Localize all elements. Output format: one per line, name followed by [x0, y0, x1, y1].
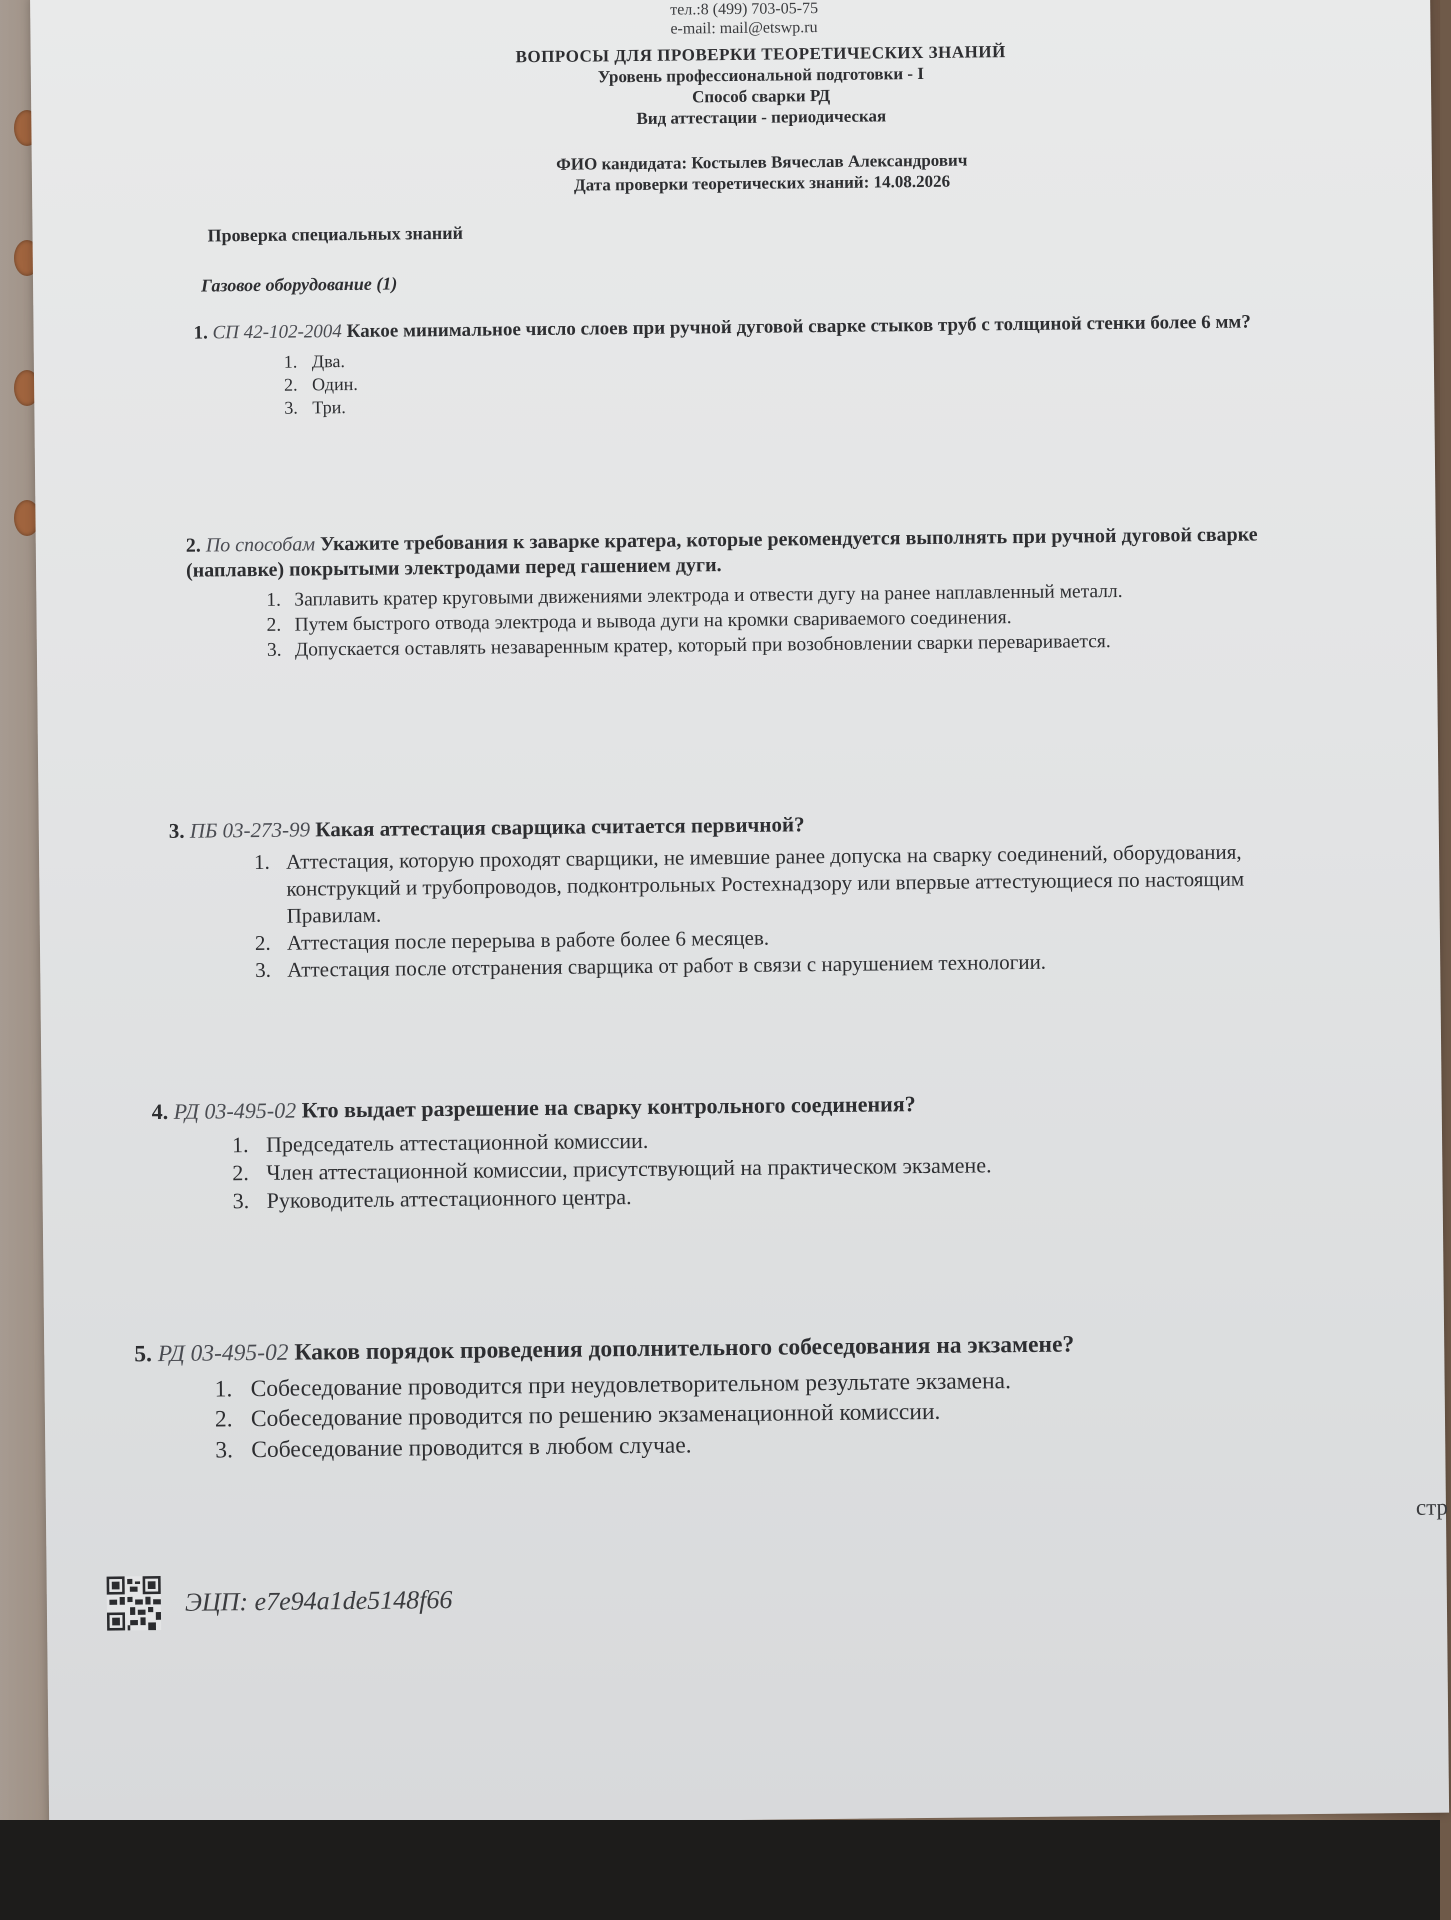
question-reference: РД 03-495-02	[157, 1339, 289, 1368]
answer-number: 1.	[253, 850, 270, 875]
candidate-block	[432, 148, 1092, 197]
answer-number: 1.	[231, 1131, 249, 1157]
question-number: 5.	[134, 1341, 153, 1368]
question-body: Какая аттестация сварщика считается первичной?	[315, 812, 805, 842]
question-3	[169, 806, 1331, 985]
answer-text: Руководитель аттестационного центра.	[266, 1183, 632, 1213]
answer-number: 3.	[284, 397, 298, 418]
question-reference: СП 42-102-2004	[212, 321, 342, 344]
subsection-title: Газовое оборудование (1)	[200, 273, 398, 296]
question-text	[152, 1086, 1332, 1126]
question-body: Какое минимальное число слоев при ручной дуговой сварке стыков труб с толщиной стенки более 6 мм?	[346, 311, 1251, 343]
answer-text: Заплавить кратер круговыми движениями электрода и отвести дугу на ранее наплавленный металл.	[294, 580, 1123, 611]
answer-number: 2.	[254, 930, 271, 955]
answer-text: Член аттестационной комиссии, присутствующий на практическом экзамене.	[266, 1151, 992, 1185]
question-number: 4.	[151, 1098, 169, 1125]
question-5	[134, 1327, 1395, 1466]
answer-number: 3.	[232, 1187, 250, 1214]
answer-text: Председатель аттестационной комиссии.	[265, 1127, 649, 1157]
answer-number: 1.	[214, 1376, 233, 1403]
digital-signature	[107, 1573, 453, 1631]
question-body: Каков порядок проведения дополнительного собеседования на экзамене?	[294, 1331, 1075, 1366]
question-number: 2.	[185, 534, 201, 557]
answer-text: Аттестация после отстранения сварщика от работ в связи с нарушением технологии.	[287, 949, 1047, 982]
answer-list	[254, 838, 1330, 984]
answer-number: 1.	[283, 351, 298, 372]
answer-number: 2.	[214, 1406, 233, 1433]
answer-text: Один.	[312, 373, 358, 395]
signature-hash: ЭЦП: e7e94a1de5148f66	[184, 1584, 453, 1617]
header-phone: тел.:8 (499) 703-05-75	[670, 0, 819, 19]
answer-text: Аттестация, которую проходят сварщики, не имевшие ранее допуска на сварку соединений, оборудования, конструкций и трубопроводов, подконтрольных Ростехнадзору или впервые аттестующиеся по настоящим Правилам.	[285, 839, 1245, 928]
answer-number: 2.	[266, 614, 282, 636]
answer-number: 3.	[255, 957, 272, 982]
answer-number: 2.	[284, 374, 298, 395]
question-body: Кто выдает разрешение на сварку контрольного соединения?	[301, 1091, 916, 1123]
title-block	[431, 40, 1092, 131]
question-reference: ПБ 03-273-99	[189, 817, 311, 843]
welding-method: Способ сварки РД	[691, 85, 831, 107]
section-title: Проверка специальных знаний	[207, 222, 464, 246]
answer-text: Путем быстрого отвода электрода и вывода дуги на кромки свариваемого соединения.	[294, 607, 1012, 636]
answer-number: 3.	[266, 639, 282, 661]
header-email: e-mail: mail@etswp.ru	[670, 19, 818, 38]
candidate-name: ФИО кандидата: Костылев Вячеслав Александрович	[556, 150, 968, 174]
question-text	[193, 310, 1293, 345]
training-level: Уровень профессиональной подготовки - I	[597, 63, 925, 87]
question-reference: По способам	[205, 533, 316, 557]
question-text	[134, 1327, 1394, 1370]
question-1	[193, 310, 1294, 420]
question-reference: РД 03-495-02	[173, 1097, 297, 1124]
answer-text: Собеседование проводится при неудовлетворительном результате экзамена.	[250, 1368, 1012, 1403]
check-date: Дата проверки теоретических знаний: 14.08.2026	[573, 171, 951, 195]
attestation-type: Вид аттестации - периодическая	[636, 106, 887, 128]
answer-text: Три.	[312, 396, 346, 418]
question-text	[186, 522, 1326, 584]
qr-code-icon	[107, 1576, 162, 1631]
question-2	[186, 522, 1327, 665]
document-sheet	[30, 0, 1449, 1827]
answer-list	[266, 578, 1327, 664]
question-text	[169, 806, 1329, 844]
question-body: Укажите требования к заварке кратера, которые рекомендуется выполнять при ручной дуговой сварке (наплавке) покрытыми электродами перед гашением дуги.	[185, 523, 1258, 582]
answer-number: 3.	[215, 1436, 234, 1464]
answer-text: Собеседование проводится в любом случае.	[251, 1432, 692, 1463]
document-title: ВОПРОСЫ ДЛЯ ПРОВЕРКИ ТЕОРЕТИЧЕСКИХ ЗНАНИЙ	[515, 42, 1006, 67]
answer-number: 1.	[266, 589, 282, 611]
answer-list	[214, 1362, 1395, 1465]
answer-option	[254, 838, 1330, 930]
document-page	[30, 0, 1449, 1827]
answer-text: Собеседование проводится по решению экзаменационной комиссии.	[250, 1399, 941, 1433]
answer-number: 2.	[232, 1159, 249, 1185]
question-number: 3.	[168, 818, 185, 843]
question-number: 1.	[193, 322, 208, 344]
question-4	[152, 1086, 1333, 1216]
page-number-label: стр	[1415, 1494, 1449, 1520]
answer-text: Аттестация после перерыва в работе более 6 месяцев.	[286, 925, 770, 955]
header-contacts	[670, 0, 818, 39]
answer-text: Два.	[311, 350, 345, 372]
background-surface	[0, 1820, 1440, 1920]
answer-list	[232, 1119, 1333, 1215]
answer-list	[284, 340, 1295, 420]
answer-text: Допускается оставлять незаваренным кратер, который при возобновлении сварки переваривается.	[294, 630, 1111, 661]
